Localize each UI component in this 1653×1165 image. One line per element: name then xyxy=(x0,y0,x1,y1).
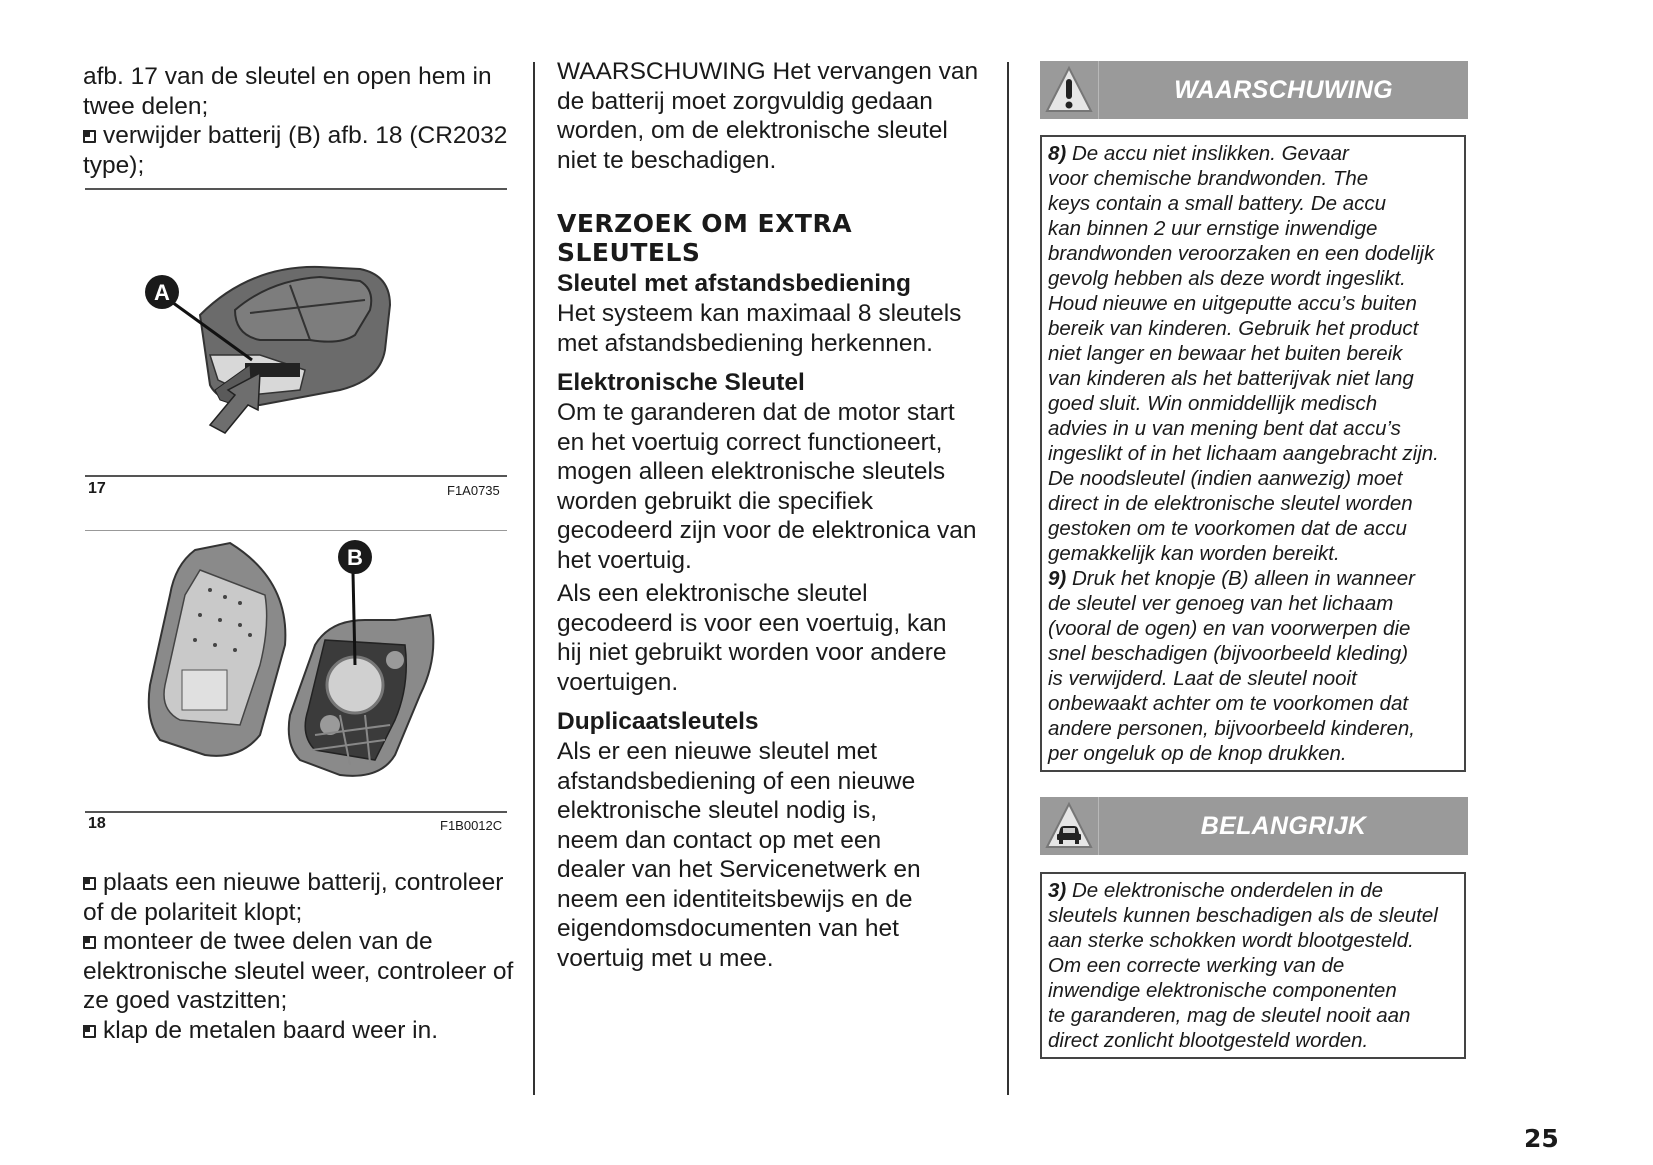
svg-text:B: B xyxy=(347,545,363,570)
body-line: neem een identiteitsbewijs en de xyxy=(557,885,913,913)
bullet-square-icon xyxy=(83,936,96,949)
body-line: gecodeerd zijn voor de elektronica van xyxy=(557,517,977,544)
key-fob-icon xyxy=(140,255,430,435)
warning-paragraph-line: WAARSCHUWING Het vervangen van xyxy=(557,58,979,85)
intro-line: twee delen; xyxy=(83,92,209,120)
warning-paragraph-line: niet te beschadigen. xyxy=(557,146,777,174)
body-line: Om te garanderen dat de motor start xyxy=(557,399,955,426)
body-line: en het voertuig correct functioneert, xyxy=(557,428,943,456)
important-banner-title: BELANGRIJK xyxy=(1200,811,1367,840)
bullet-item: plaats een nieuwe batterij, controleer xyxy=(83,868,523,898)
body-line: eigendomsdocumenten van het xyxy=(557,915,899,942)
warning-notes-box xyxy=(1040,135,1466,772)
bullet-square-icon xyxy=(83,1025,96,1038)
figure-18-code: F1B0012C xyxy=(440,818,503,833)
body-line: Als een elektronische sleutel xyxy=(557,580,868,607)
figure-17-number: 17 xyxy=(88,480,106,497)
body-line: gecodeerd is voor een voertuig, kan xyxy=(557,609,947,637)
important-notes-box xyxy=(1040,872,1466,1059)
bullet-cont: of de polariteit klopt; xyxy=(83,898,303,926)
subsection-title: Duplicaatsleutels xyxy=(557,708,759,735)
divider xyxy=(85,188,507,190)
key-fob-open-icon xyxy=(140,535,460,805)
intro-line: afb. 17 van de sleutel en open hem in xyxy=(83,63,492,90)
warning-banner-title: WAARSCHUWING xyxy=(1174,75,1393,104)
middle-column xyxy=(557,57,987,973)
body-line: het voertuig. xyxy=(557,546,692,574)
body-line: mogen alleen elektronische sleutels xyxy=(557,458,946,485)
body-line: afstandsbediening of een nieuwe xyxy=(557,767,916,795)
section-title: SLEUTELS xyxy=(557,238,701,267)
warning-triangle-icon xyxy=(1040,61,1099,119)
important-banner xyxy=(1040,797,1468,855)
warning-paragraph-line: worden, om de elektronische sleutel xyxy=(557,117,948,144)
bullet-item: verwijder batterij (B) afb. 18 (CR2032 xyxy=(83,121,513,151)
bullet-cont: ze goed vastzitten; xyxy=(83,987,288,1014)
body-line: voertuig met u mee. xyxy=(557,944,774,972)
column-divider xyxy=(533,62,535,1095)
note-number: 8) xyxy=(1048,142,1067,165)
bullet-item: klap de metalen baard weer in. xyxy=(83,1016,523,1046)
warning-paragraph-line: de batterij moet zorgvuldig gedaan xyxy=(557,87,933,115)
body-line: neem dan contact op met een xyxy=(557,826,882,854)
subsection-title: Elektronische Sleutel xyxy=(557,369,805,396)
intro-text xyxy=(83,62,513,180)
body-line: Het systeem kan maximaal 8 sleutels xyxy=(557,300,962,327)
bullet-cont: type); xyxy=(83,151,145,179)
body-line: worden gebruikt die specifiek xyxy=(557,487,873,515)
column-divider xyxy=(1007,62,1009,1095)
bullet-square-icon xyxy=(83,877,96,890)
note-number: 3) xyxy=(1048,879,1067,902)
car-triangle-icon xyxy=(1040,797,1099,855)
body-line: met afstandsbediening herkennen. xyxy=(557,329,933,357)
note-number: 9) xyxy=(1048,567,1067,590)
figure-17-rule xyxy=(85,475,507,477)
divider xyxy=(85,530,507,531)
body-line: dealer van het Servicenetwerk en xyxy=(557,856,921,883)
figure-18-rule xyxy=(85,811,507,813)
note-9: 9) Druk het knopje (B) alleen in wanneer de sleutel ver genoeg van het lichaam (vooral de ogen) en van voorwerpen die snel beschadigen (bijvoorbeeld kleding) is verwijderd. Laat de sleutel nooit onbewaakt achter om te voorkomen dat andere personen, bijvoorbeeld kinderen, per ongeluk op de knop drukken. xyxy=(1048,567,1415,765)
body-line: hij niet gebruikt worden voor andere xyxy=(557,639,947,666)
body-line: Als er een nieuwe sleutel met xyxy=(557,738,878,765)
steps-list xyxy=(83,868,523,1045)
bullet-cont: elektronische sleutel weer, controleer of xyxy=(83,957,514,985)
figure-17-illustration xyxy=(140,255,430,435)
bullet-item: monteer de twee delen van de xyxy=(83,927,523,957)
figure-18-illustration xyxy=(140,535,460,805)
section-title: VERZOEK OM EXTRA xyxy=(557,209,853,238)
subsection-title: Sleutel met afstandsbediening xyxy=(557,270,911,297)
bullet-square-icon xyxy=(83,130,96,143)
warning-banner xyxy=(1040,61,1468,119)
note-3: 3) De elektronische onderdelen in de sleutels kunnen beschadigen als de sleutel aan sterke schokken wordt blootgesteld. Om een correcte werking van de inwendige elektronische componenten te garanderen, mag de sleutel nooit aan direct zonlicht blootgesteld worden. xyxy=(1048,879,1438,1052)
note-8: 8) De accu niet inslikken. Gevaar voor chemische brandwonden. The keys contain a small battery. De accu kan binnen 2 uur ernstige inwendige brandwonden veroorzaken en een dodelijk gevolg hebben als deze wordt ingeslikt. Houd nieuwe en uitgeputte accu’s buiten bereik van kinderen. Gebruik het product niet langer en bewaar het buiten bereik van kinderen als het batterijvak niet lang goed sluit. Win onmiddellijk medisch advies in u van mening bent dat accu’s ingeslikt of in het lichaam aangebracht zijn. De noodsleutel (indien aanwezig) moet direct in de elektronische sleutel worden gestoken om te voorkomen dat de accu gemakkelijk kan worden bereikt. xyxy=(1048,142,1439,565)
page-number: 25 xyxy=(1524,1124,1559,1153)
svg-text:A: A xyxy=(154,280,170,305)
figure-18-number: 18 xyxy=(88,815,106,832)
figure-17-code: F1A0735 xyxy=(447,483,500,498)
body-line: voertuigen. xyxy=(557,668,679,696)
body-line: elektronische sleutel nodig is, xyxy=(557,797,878,824)
